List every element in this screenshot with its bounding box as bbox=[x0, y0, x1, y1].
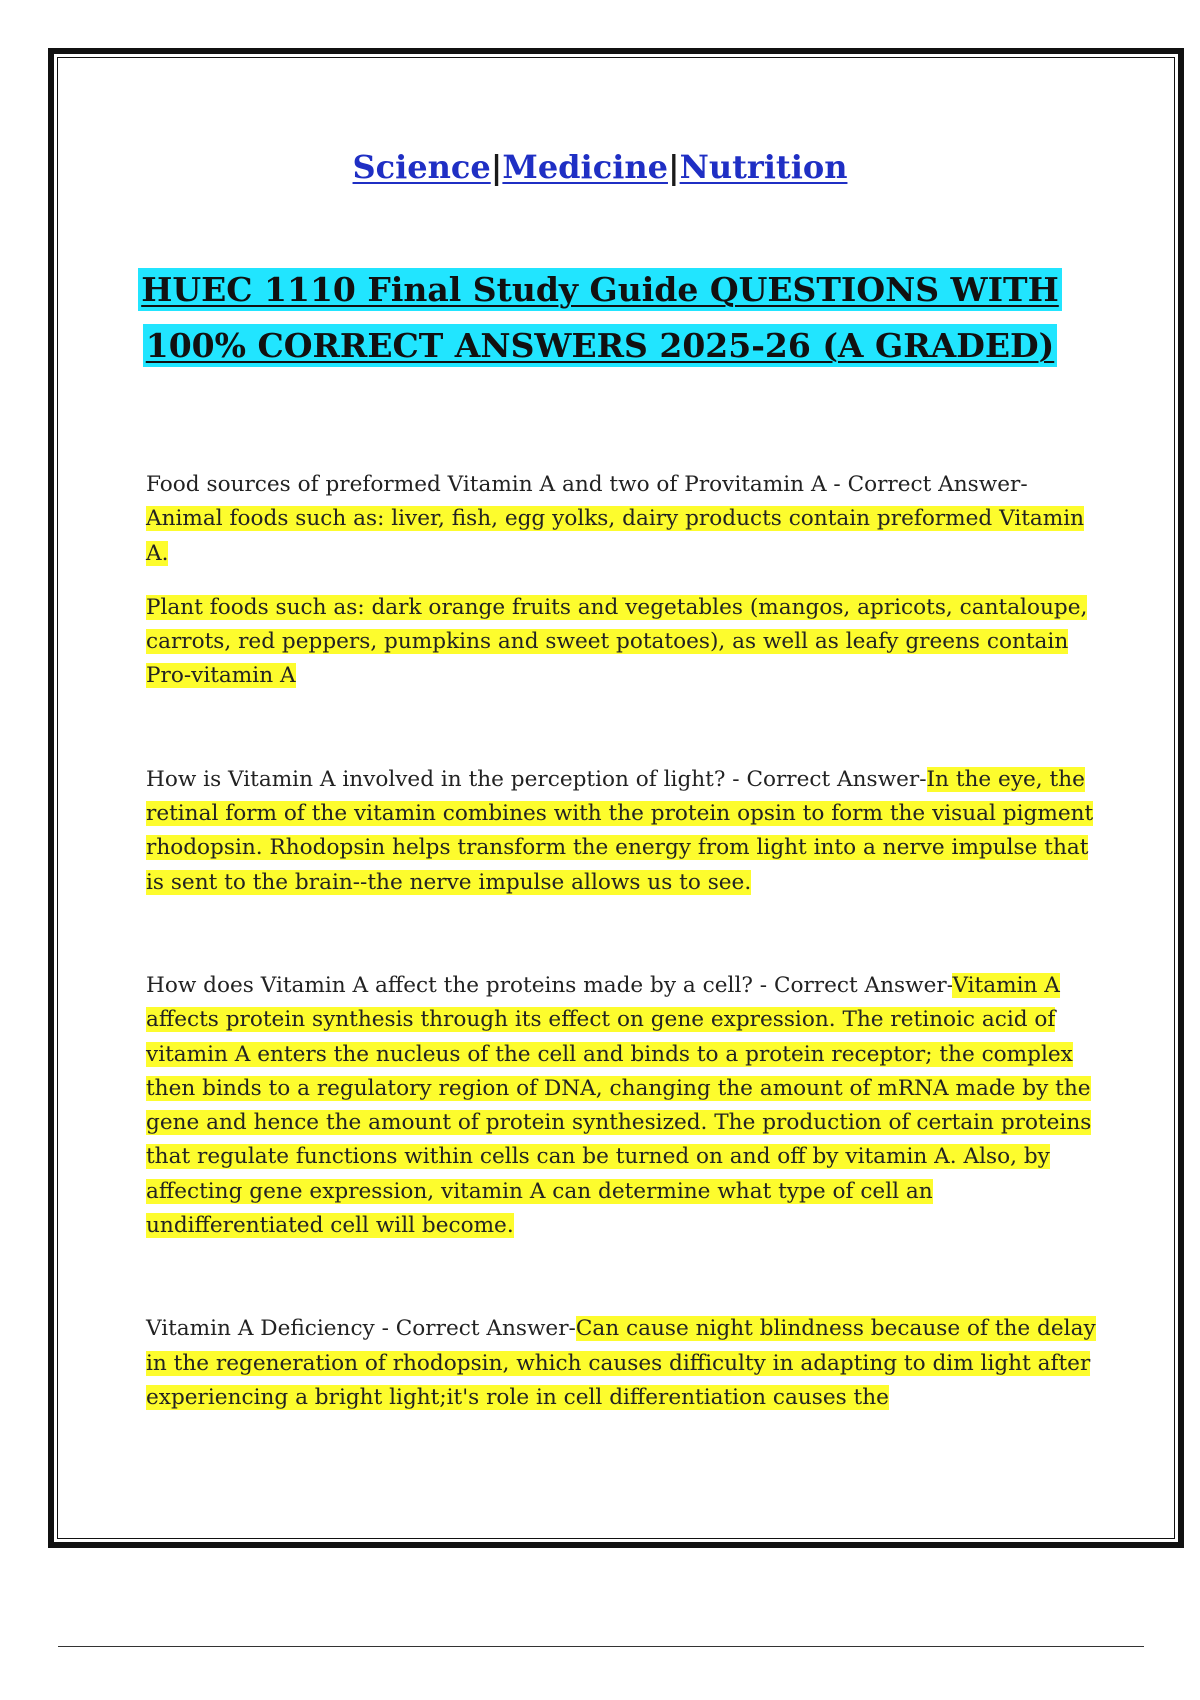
question-text: Food sources of preformed Vitamin A and two of Provitamin A - Correct Answer- bbox=[146, 472, 1028, 497]
qa-item-perception-of-light bbox=[146, 763, 1096, 900]
answer-text-continued: Plant foods such as: dark orange fruits and vegetables (mangos, apricots, cantaloupe, carrots, red peppers, pumpkins and sweet potatoes), as well as leafy greens contain Pro-vitamin A bbox=[146, 594, 1088, 689]
category-separator: | bbox=[667, 148, 680, 186]
qa-list bbox=[146, 468, 1096, 1415]
qa-paragraph bbox=[146, 468, 1096, 571]
question-text: How is Vitamin A involved in the perception of light? - Correct Answer- bbox=[146, 766, 927, 792]
qa-item-vitamin-a-sources bbox=[146, 468, 1096, 694]
qa-paragraph bbox=[146, 969, 1096, 1243]
qa-paragraph bbox=[146, 1312, 1096, 1415]
question-text: Vitamin A Deficiency - Correct Answer- bbox=[146, 1316, 576, 1342]
category-separator: | bbox=[490, 148, 503, 186]
answer-text: Animal foods such as: liver, fish, egg yolks, dairy products contain preformed Vitamin A. bbox=[146, 506, 1085, 566]
qa-paragraph bbox=[146, 591, 1096, 694]
document-title-line-1: HUEC 1110 Final Study Guide QUESTIONS WITH bbox=[138, 268, 1062, 311]
document-title-line-2: 100% CORRECT ANSWERS 2025-26 (A GRADED) bbox=[143, 324, 1057, 367]
category-link-nutrition[interactable]: Nutrition bbox=[679, 148, 848, 186]
answer-text: Vitamin A affects protein synthesis through its effect on gene expression. The retinoic acid of vitamin A enters the nucleus of the cell and binds to a protein receptor; the complex then binds to a regulatory region of DNA, changing the amount of mRNA made by the gene and hence the amount of protein synthesized. The production of certain proteins that regulate functions within cells can be turned on and off by vitamin A. Also, by affecting gene expression, vitamin A can determine what type of cell an undifferentiated cell will become. bbox=[146, 972, 1092, 1239]
answer-text: Can cause night blindness because of the delay in the regeneration of rhodopsin, which causes difficulty in adapting to dim light after experiencing a bright light;it's role in cell differentiation causes the bbox=[146, 1316, 1096, 1410]
document-title bbox=[0, 262, 1200, 374]
qa-paragraph bbox=[146, 763, 1096, 900]
qa-item-vitamin-a-deficiency bbox=[146, 1312, 1096, 1415]
answer-text: In the eye, the retinal form of the vitamin combines with the protein opsin to form the visual pigment rhodopsin. Rhodopsin helps transform the energy from light into a nerve impulse that is sent to the brain--the nerve impulse allows us to see. bbox=[146, 766, 1094, 895]
question-text: How does Vitamin A affect the proteins made by a cell? - Correct Answer- bbox=[146, 972, 953, 998]
category-link-science[interactable]: Science bbox=[352, 148, 491, 186]
footer-divider bbox=[58, 1646, 1144, 1647]
qa-item-protein-synthesis bbox=[146, 969, 1096, 1243]
category-links bbox=[0, 148, 1200, 186]
category-link-medicine[interactable]: Medicine bbox=[502, 148, 668, 186]
